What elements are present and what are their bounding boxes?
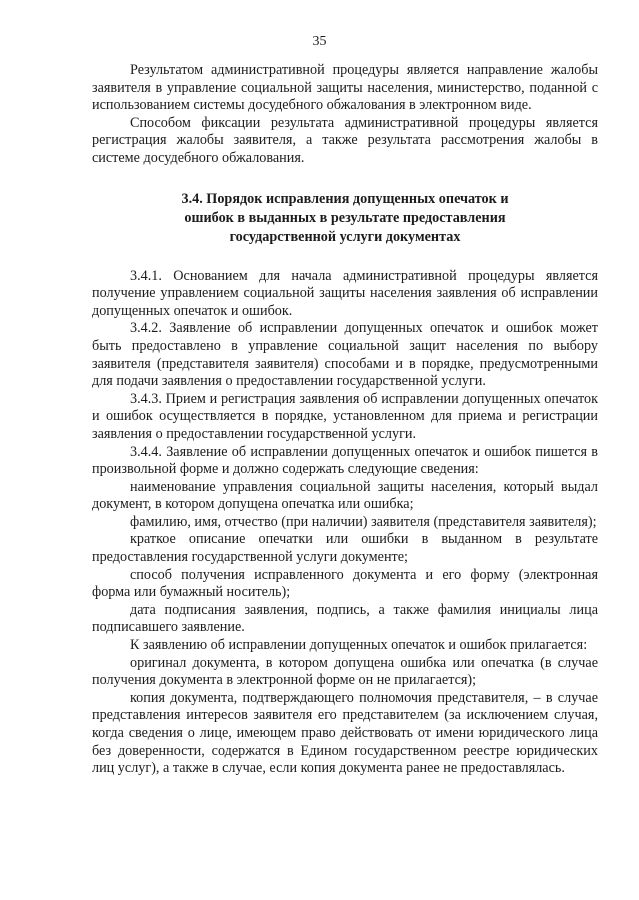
paragraph: К заявлению об исправлении допущенных опечаток и ошибок прилагается: <box>130 637 588 654</box>
paragraph-3-4-2: 3.4.2. Заявление об исправлении допущенных опечаток и ошибок может быть предоставлено в управление социальной защит населения по выбору заявителя (представителя заявителя) способами и в порядке, предусмотренными для подачи заявления о предоставлении государственной услуги. <box>92 320 598 390</box>
list-item: фамилию, имя, отчество (при наличии) заявителя (представителя заявителя); <box>130 513 597 530</box>
section-heading <box>92 190 598 247</box>
section-heading-line: государственной услуги документах <box>229 228 461 245</box>
paragraph-3-4-1: 3.4.1. Основанием для начала административной процедуры является получение управлением социальной защиты населения заявления об исправлении допущенных опечаток и ошибок. <box>92 267 598 319</box>
list-item: наименование управления социальной защиты населения, который выдал документ, в котором допущена опечатка или ошибка; <box>92 478 598 513</box>
paragraph: Способом фиксации результата административной процедуры является регистрация жалобы заявителя, а также результата рассмотрения жалобы в системе досудебного обжалования. <box>92 114 598 166</box>
page-number: 35 <box>312 34 327 49</box>
section-heading-line: 3.4. Порядок исправления допущенных опечаток и <box>181 190 509 207</box>
list-item: краткое описание опечатки или ошибки в выданном в результате предоставления государственной услуги документе; <box>92 531 598 566</box>
list-item: способ получения исправленного документа и его форму (электронная форма или бумажный носитель); <box>92 566 598 601</box>
list-item: копия документа, подтверждающего полномочия представителя, – в случае представления интересов заявителя его представителем (за исключением случая, когда сведения о лице, имеющем право действовать от имени юридического лица без доверенности, содержатся в Едином государственном реестре юридических лиц услуг), а также в случае, если копия документа ранее не предоставлялась. <box>92 689 598 777</box>
list-item: оригинал документа, в котором допущена ошибка или опечатка (в случае получения документа в электронной форме он не прилагается); <box>92 654 598 689</box>
document-body <box>92 62 598 778</box>
paragraph: Результатом административной процедуры является направление жалобы заявителя в управление социальной защиты населения, министерство, поданной с использованием системы досудебного обжалования в электронном виде. <box>92 62 598 114</box>
paragraph-3-4-3: 3.4.3. Прием и регистрация заявления об исправлении допущенных опечаток и ошибок осуществляется в порядке, установленном для приема и регистрации заявления о предоставлении государственной услуги. <box>92 390 598 442</box>
list-item: дата подписания заявления, подпись, а также фамилия инициалы лица подписавшего заявление. <box>92 601 598 636</box>
paragraph-3-4-4: 3.4.4. Заявление об исправлении допущенных опечаток и ошибок пишется в произвольной форме и должно содержать следующие сведения: <box>92 443 598 478</box>
section-heading-line: ошибок в выданных в результате предоставления <box>184 209 506 226</box>
